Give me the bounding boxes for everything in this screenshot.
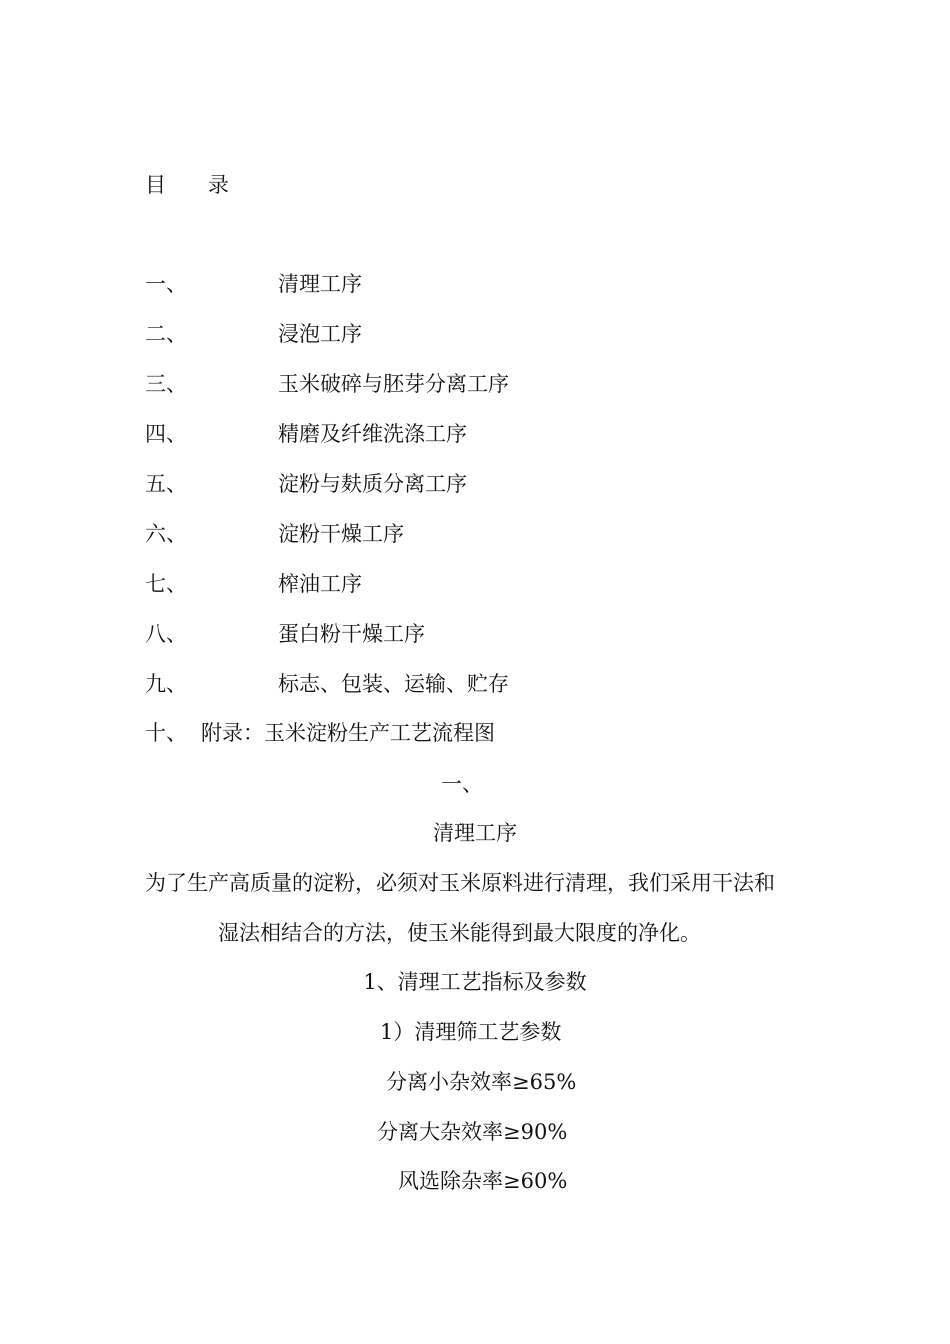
section-number: 一、 [441,772,483,796]
toc-item-number: 三、 [145,372,187,396]
toc-item-number: 一、 [145,272,187,296]
parameter-line: 分离小杂效率≥65% [386,1070,577,1094]
toc-item-number: 九、 [145,672,187,696]
parameter-line: 分离大杂效率≥90% [377,1120,568,1144]
section-title: 清理工序 [433,821,517,845]
toc-item-number: 十、 [145,721,187,745]
intro-paragraph-line-2: 湿法相结合的方法，使玉米能得到最大限度的净化。 [218,921,701,945]
parameter-group-heading: 1）清理筛工艺参数 [380,1020,562,1044]
intro-paragraph-line-1: 为了生产高质量的淀粉，必须对玉米原料进行清理，我们采用干法和 [145,871,775,895]
toc-item-number: 二、 [145,322,187,346]
toc-item-title: 榨油工序 [278,572,362,596]
toc-item-title: 浸泡工序 [278,322,362,346]
toc-item-number: 四、 [145,422,187,446]
toc-item-title: 淀粉与麸质分离工序 [278,472,467,496]
toc-item-number: 五、 [145,472,187,496]
toc-item-title: 淀粉干燥工序 [278,522,404,546]
toc-heading: 目 录 [145,173,229,197]
toc-item-number: 六、 [145,522,187,546]
subsection-heading: 1、清理工艺指标及参数 [363,970,587,994]
toc-item-number: 八、 [145,622,187,646]
toc-item-title: 蛋白粉干燥工序 [278,622,425,646]
toc-item-title: 精磨及纤维洗涤工序 [278,422,467,446]
toc-item-title: 玉米破碎与胚芽分离工序 [278,372,509,396]
toc-item-title: 标志、包装、运输、贮存 [278,672,509,696]
toc-item-number: 七、 [145,572,187,596]
parameter-line: 风选除杂率≥60% [398,1169,568,1193]
toc-item-title: 附录：玉米淀粉生产工艺流程图 [201,721,495,745]
toc-item-title: 清理工序 [278,272,362,296]
